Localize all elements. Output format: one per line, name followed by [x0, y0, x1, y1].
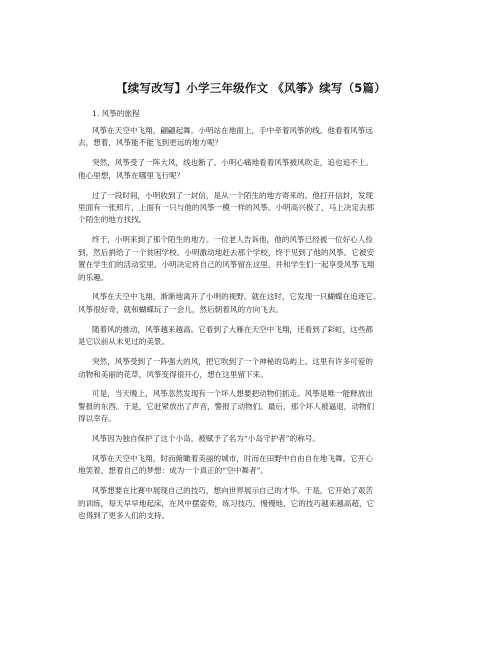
paragraph-line: 是它以前从未见过的美景。 [78, 337, 170, 347]
paragraph [78, 190, 428, 227]
paragraph-line: 他心里想，风筝在哪里飞行呢？ [78, 170, 185, 180]
paragraph-line: 的训练，每天早早地起床，在风中摆姿势，练习技巧。慢慢地，它的技巧越来越高超，它 [78, 498, 375, 508]
paragraph-line: 动物和美丽的花草，风筝变得很开心，想在这里留下来。 [78, 369, 268, 379]
paragraph-line: 风筝在天空中飞翔，翩翩起舞。小明站在地面上，手中牵着风筝的线。他看着风筝远 [92, 126, 373, 135]
paragraph [78, 453, 428, 478]
paragraph [78, 433, 428, 445]
paragraph [78, 356, 428, 381]
paragraph-line: 突然，风筝受到了一阵强大的风，把它吹到了一个神秘的岛屿上。这里有许多可爱的 [92, 357, 373, 367]
paragraph-line: 风筝在天空中飞翔，渐渐地离开了小明的视野。就在这时，它发现一只蝴蝶在追逐它。 [92, 292, 381, 302]
paragraph-line: 终于，小明来到了那个陌生的地方。一位老人告诉他，他的风筝已经被一位好心人捡 [92, 235, 373, 245]
paragraph-line: 风筝想要在比赛中展现自己的技巧，想向世界展示自己的才华。于是，它开始了艰苦 [92, 486, 373, 496]
paragraph-line: 风筝因为独自保护了这个小岛，被赋予了名为“小岛守护者”的称号。 [92, 434, 320, 444]
paragraph-line: 地笑着，想着自己的梦想：成为一个真正的“空中舞者”。 [78, 466, 269, 476]
paragraph-line: 也得到了更多人们的支持。 [78, 511, 170, 521]
paragraph-line: 可是，当天晚上，风筝忽然发现有一个坏人想要把动物们抓走。风筝是唯一能释放出 [92, 389, 373, 399]
document-body [78, 125, 428, 530]
paragraph [78, 125, 428, 150]
paragraph-line: 的乐趣。 [78, 272, 109, 282]
paragraph-line: 得以幸存。 [78, 414, 116, 424]
paragraph-line: 里面有一张照片，上面有一只与他的风筝一模一样的风筝。小明高兴极了，马上决定去那 [78, 203, 375, 213]
paragraph-line: 随着风的推动，风筝越来越高。它看到了大雁在天空中飞翔，还看到了彩虹，这些都 [92, 324, 373, 334]
paragraph [78, 324, 428, 349]
document-title: 【续写改写】小学三年级作文 《风筝》续写（5篇） [116, 81, 386, 95]
paragraph-line: 风筝很好奇，就和蝴蝶玩了一会儿，然后朝着风的方向飞去。 [78, 304, 284, 314]
paragraph [78, 157, 428, 182]
paragraph-line: 到，然后捐给了一个贫困学校。小明激动地赶去那个学校，终于见到了他的风筝。它被安 [78, 247, 375, 257]
paragraph-line: 警报的东西。于是，它赶紧放出了声音，警报了动物们。最后，那个坏人被逼退，动物们 [78, 401, 375, 411]
paragraph [78, 234, 428, 284]
paragraph [78, 291, 428, 316]
paragraph-line: 置在学生们的活动室里。小明决定将自己的风筝留在这里，并和学生们一起享受风筝飞翔 [78, 260, 375, 270]
paragraph-line: 个陌生的地方找找。 [78, 215, 147, 225]
paragraph-line: 突然，风筝受了一阵大风，线也断了。小明心痛地看着风筝被风吹走，追也追不上。 [92, 158, 373, 168]
paragraph [78, 485, 428, 522]
paragraph-line: 过了一段时间，小明收到了一封信，是从一个陌生的地方寄来的。他打开信封，发现 [92, 190, 373, 200]
section-heading: 1. 风筝的旅程 [92, 109, 140, 118]
paragraph [78, 388, 428, 425]
paragraph-line: 风筝在天空中飞翔，时而俯瞰着美丽的城市，时而在田野中自由自在地飞舞。它开心 [92, 454, 373, 464]
paragraph-line: 去，想着，风筝能不能飞到更远的地方呢？ [78, 138, 223, 148]
